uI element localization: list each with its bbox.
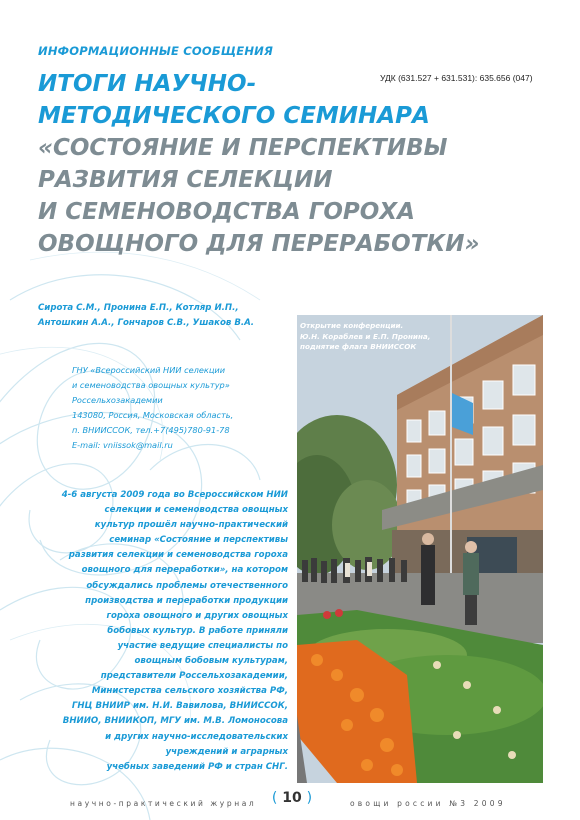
page-bracket-right: )	[306, 790, 313, 806]
authors-line: Антошкин А.А., Гончаров С.В., Ушаков В.А.	[38, 318, 255, 328]
title-line: РАЗВИТИЯ СЕЛЕКЦИИ	[38, 167, 333, 193]
affiliation-line: Россельхозакадемии	[72, 395, 163, 405]
body-line: обсуждались проблемы отечественного	[86, 580, 288, 591]
title-line: И СЕМЕНОВОДСТВА ГОРОХА	[38, 199, 415, 225]
title-line: МЕТОДИЧЕСКОГО СЕМИНАРА	[38, 103, 430, 129]
photo-caption	[300, 321, 470, 353]
footer-issue: овощи россии №3 2009	[350, 799, 506, 808]
body-line: Министерства сельского хозяйства РФ,	[91, 686, 288, 697]
affiliation-email: E-mail: vniissok@mail.ru	[72, 440, 173, 450]
body-line: бобовых культур. В работе приняли	[107, 625, 288, 636]
caption-line: Открытие конференции.	[300, 321, 404, 330]
authors-line: Сирота С.М., Пронина Е.П., Котляр И.П.,	[38, 303, 239, 313]
body-line: ГНЦ ВНИИР им. Н.И. Вавилова, ВНИИССОК,	[71, 701, 288, 712]
body-line: семинар «Состояние и перспективы	[109, 535, 288, 546]
title-line: ИТОГИ НАУЧНО-	[38, 71, 257, 97]
affiliation-line: 143080, Россия, Московская область,	[72, 410, 234, 420]
body-line: овощного для переработки», на котором	[81, 565, 288, 576]
affiliation-line: ГНУ «Всероссийский НИИ селекции	[72, 365, 226, 375]
body-line: 4-6 августа 2009 года во Всероссийском НИИ	[61, 490, 288, 500]
body-line: культур прошёл научно-практический	[94, 520, 288, 531]
article-title	[38, 68, 558, 260]
body-line: участие ведущие специалисты по	[117, 640, 288, 651]
affiliation-line: п. ВНИИССОК, тел.+7(495)780-91-78	[72, 425, 230, 435]
page-number-value: 10	[282, 790, 302, 806]
body-line: овощным бобовым культурам,	[134, 656, 288, 667]
body-line: и других научно-исследовательских	[105, 731, 288, 742]
article-body	[16, 488, 288, 775]
title-line: «СОСТОЯНИЕ И ПЕРСПЕКТИВЫ	[38, 135, 448, 161]
udk-code: УДК (631.527 + 631.531): 635.656 (047)	[380, 73, 533, 83]
caption-line: поднятие флага ВНИИССОК	[300, 342, 417, 351]
footer-journal: научно-практический журнал	[70, 799, 257, 808]
page-number	[266, 790, 318, 806]
authors	[38, 301, 298, 331]
caption-line: Ю.Н. Кораблев и Е.П. Пронина,	[300, 331, 431, 341]
body-line: производства и переработки продукции	[85, 595, 288, 606]
body-line: селекции и семеноводства овощных	[104, 505, 288, 516]
title-line: ОВОЩНОГО ДЛЯ ПЕРЕРАБОТКИ»	[38, 231, 480, 257]
body-line: представители Россельхозакадемии,	[100, 671, 288, 682]
body-line: учреждений и аграрных	[165, 746, 288, 757]
body-line: ВНИИО, ВНИИКОП, МГУ им. М.В. Ломоносова	[62, 716, 288, 727]
body-line: развития селекции и семеноводства гороха	[68, 550, 288, 561]
section-label: ИНФОРМАЦИОННЫЕ СООБЩЕНИЯ	[38, 44, 274, 58]
affiliation	[72, 363, 296, 453]
page-bracket-left: (	[271, 790, 278, 806]
body-line: гороха овощного и других овощных	[106, 610, 288, 621]
conference-photo	[297, 315, 543, 783]
body-line: учебных заведений РФ и стран СНГ.	[106, 761, 288, 772]
affiliation-line: и семеноводства овощных культур»	[72, 380, 230, 390]
